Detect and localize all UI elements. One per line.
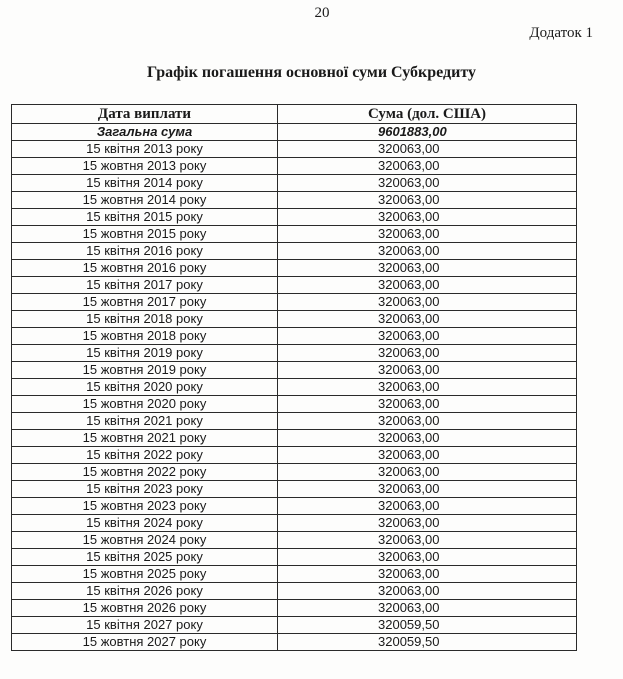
document-title: Графік погашення основної суми Субкредиту bbox=[147, 64, 476, 81]
payment-date-cell: 15 квітня 2020 року bbox=[12, 379, 278, 396]
payment-amount-cell: 320063,00 bbox=[278, 294, 577, 311]
table-row bbox=[12, 175, 577, 192]
table-row bbox=[12, 464, 577, 481]
table-row bbox=[12, 447, 577, 464]
table-row bbox=[12, 260, 577, 277]
payment-date-cell: 15 жовтня 2023 року bbox=[12, 498, 278, 515]
payment-date-cell: 15 жовтня 2014 року bbox=[12, 192, 278, 209]
payment-date-cell: 15 квітня 2025 року bbox=[12, 549, 278, 566]
payment-date-cell: 15 квітня 2021 року bbox=[12, 413, 278, 430]
payment-date-cell: 15 квітня 2016 року bbox=[12, 243, 278, 260]
payment-amount-cell: 320063,00 bbox=[278, 481, 577, 498]
payment-amount-cell: 320063,00 bbox=[278, 362, 577, 379]
total-label: Загальна сума bbox=[12, 124, 278, 141]
table-header-row bbox=[12, 105, 577, 124]
column-header-amount: Сума (дол. США) bbox=[278, 105, 577, 124]
payment-date-cell: 15 жовтня 2026 року bbox=[12, 600, 278, 617]
payment-amount-cell: 320063,00 bbox=[278, 158, 577, 175]
table-row bbox=[12, 430, 577, 447]
table-row bbox=[12, 311, 577, 328]
payment-amount-cell: 320063,00 bbox=[278, 498, 577, 515]
payment-amount-cell: 320063,00 bbox=[278, 447, 577, 464]
table-row bbox=[12, 158, 577, 175]
payment-amount-cell: 320059,50 bbox=[278, 634, 577, 651]
payment-date-cell: 15 жовтня 2027 року bbox=[12, 634, 278, 651]
table-row bbox=[12, 515, 577, 532]
payment-date-cell: 15 квітня 2017 року bbox=[12, 277, 278, 294]
payment-amount-cell: 320063,00 bbox=[278, 209, 577, 226]
table-row bbox=[12, 379, 577, 396]
table-row bbox=[12, 141, 577, 158]
table-row bbox=[12, 209, 577, 226]
payment-date-cell: 15 жовтня 2018 року bbox=[12, 328, 278, 345]
table-row bbox=[12, 481, 577, 498]
payment-amount-cell: 320063,00 bbox=[278, 583, 577, 600]
payment-date-cell: 15 жовтня 2017 року bbox=[12, 294, 278, 311]
payment-date-cell: 15 жовтня 2013 року bbox=[12, 158, 278, 175]
column-header-date: Дата виплати bbox=[12, 105, 278, 124]
payment-amount-cell: 320063,00 bbox=[278, 243, 577, 260]
payment-date-cell: 15 жовтня 2021 року bbox=[12, 430, 278, 447]
page-number: 20 bbox=[314, 5, 330, 21]
table-row bbox=[12, 617, 577, 634]
table-row bbox=[12, 328, 577, 345]
table-row bbox=[12, 277, 577, 294]
repayment-schedule-table bbox=[11, 104, 577, 651]
table-row bbox=[12, 226, 577, 243]
payment-amount-cell: 320063,00 bbox=[278, 379, 577, 396]
payment-amount-cell: 320063,00 bbox=[278, 566, 577, 583]
payment-amount-cell: 320063,00 bbox=[278, 464, 577, 481]
payment-date-cell: 15 квітня 2019 року bbox=[12, 345, 278, 362]
payment-date-cell: 15 жовтня 2015 року bbox=[12, 226, 278, 243]
table-row bbox=[12, 634, 577, 651]
total-row bbox=[12, 124, 577, 141]
table-row bbox=[12, 566, 577, 583]
payment-date-cell: 15 жовтня 2020 року bbox=[12, 396, 278, 413]
payment-date-cell: 15 квітня 2023 року bbox=[12, 481, 278, 498]
payment-amount-cell: 320063,00 bbox=[278, 532, 577, 549]
payment-amount-cell: 320059,50 bbox=[278, 617, 577, 634]
payment-date-cell: 15 квітня 2015 року bbox=[12, 209, 278, 226]
payment-date-cell: 15 квітня 2026 року bbox=[12, 583, 278, 600]
payment-amount-cell: 320063,00 bbox=[278, 600, 577, 617]
payment-amount-cell: 320063,00 bbox=[278, 413, 577, 430]
payment-amount-cell: 320063,00 bbox=[278, 345, 577, 362]
payment-date-cell: 15 жовтня 2022 року bbox=[12, 464, 278, 481]
payment-amount-cell: 320063,00 bbox=[278, 277, 577, 294]
payment-date-cell: 15 жовтня 2025 року bbox=[12, 566, 278, 583]
payment-date-cell: 15 квітня 2013 року bbox=[12, 141, 278, 158]
payment-amount-cell: 320063,00 bbox=[278, 141, 577, 158]
table-row bbox=[12, 345, 577, 362]
payment-amount-cell: 320063,00 bbox=[278, 515, 577, 532]
payment-amount-cell: 320063,00 bbox=[278, 226, 577, 243]
payment-date-cell: 15 жовтня 2019 року bbox=[12, 362, 278, 379]
table-row bbox=[12, 192, 577, 209]
appendix-label: Додаток 1 bbox=[529, 25, 593, 41]
payment-date-cell: 15 квітня 2024 року bbox=[12, 515, 278, 532]
payment-date-cell: 15 квітня 2027 року bbox=[12, 617, 278, 634]
payment-amount-cell: 320063,00 bbox=[278, 260, 577, 277]
table-row bbox=[12, 498, 577, 515]
payment-date-cell: 15 квітня 2022 року bbox=[12, 447, 278, 464]
payment-amount-cell: 320063,00 bbox=[278, 192, 577, 209]
payment-amount-cell: 320063,00 bbox=[278, 175, 577, 192]
payment-date-cell: 15 жовтня 2016 року bbox=[12, 260, 278, 277]
table-row bbox=[12, 600, 577, 617]
table-row bbox=[12, 362, 577, 379]
total-amount: 9601883,00 bbox=[278, 124, 577, 141]
payment-amount-cell: 320063,00 bbox=[278, 549, 577, 566]
table-row bbox=[12, 294, 577, 311]
table-row bbox=[12, 413, 577, 430]
payment-amount-cell: 320063,00 bbox=[278, 311, 577, 328]
table-row bbox=[12, 549, 577, 566]
payment-date-cell: 15 квітня 2014 року bbox=[12, 175, 278, 192]
table-row bbox=[12, 243, 577, 260]
table-row bbox=[12, 583, 577, 600]
payment-date-cell: 15 жовтня 2024 року bbox=[12, 532, 278, 549]
payment-amount-cell: 320063,00 bbox=[278, 430, 577, 447]
payment-amount-cell: 320063,00 bbox=[278, 328, 577, 345]
payment-amount-cell: 320063,00 bbox=[278, 396, 577, 413]
table-row bbox=[12, 396, 577, 413]
payment-date-cell: 15 квітня 2018 року bbox=[12, 311, 278, 328]
table-row bbox=[12, 532, 577, 549]
